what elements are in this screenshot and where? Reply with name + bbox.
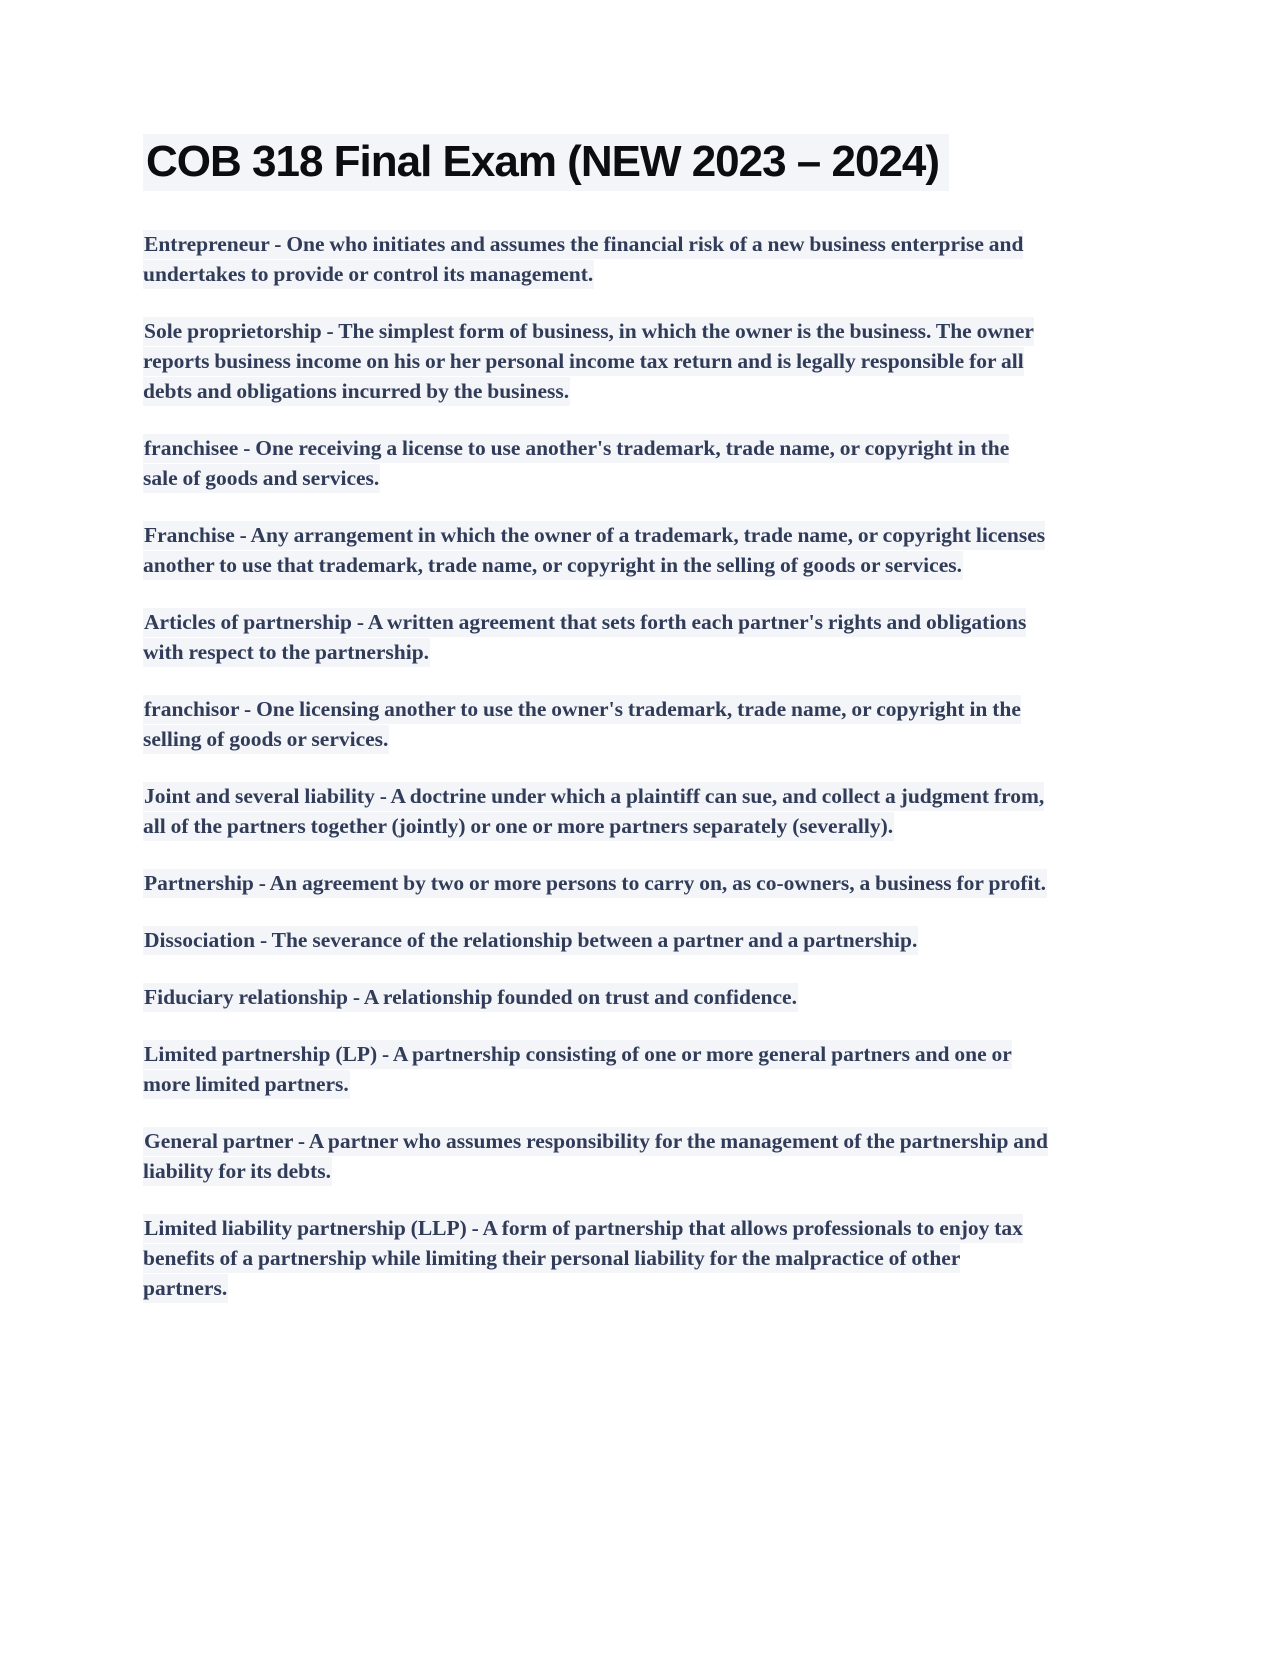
highlighted-text: General partner - A partner who assumes responsibility for the management of the partnership and liability for its debts.: [143, 1127, 1048, 1186]
term-definition-franchisor: [143, 694, 1048, 754]
highlighted-text: Limited liability partnership (LLP) - A form of partnership that allows professionals to enjoy tax benefits of a partnership while limiting their personal liability for the malpractice of other partners.: [143, 1214, 1023, 1303]
term-definition-limited-partnership: [143, 1039, 1048, 1099]
highlighted-text: franchisor - One licensing another to use the owner's trademark, trade name, or copyright in the selling of goods or services.: [143, 695, 1021, 754]
term-definition-articles-of-partnership: [143, 607, 1048, 667]
highlighted-text: Entrepreneur - One who initiates and assumes the financial risk of a new business enterprise and undertakes to provide or control its management.: [143, 230, 1023, 289]
term-definition-limited-liability-partnership: [143, 1213, 1048, 1303]
term-definition-franchise: [143, 520, 1048, 580]
term-definition-general-partner: [143, 1126, 1048, 1186]
highlighted-text: Dissociation - The severance of the relationship between a partner and a partnership.: [143, 926, 918, 955]
highlighted-text: franchisee - One receiving a license to use another's trademark, trade name, or copyright in the sale of goods and services.: [143, 434, 1009, 493]
document-title: [143, 134, 1280, 189]
highlighted-text: Limited partnership (LP) - A partnership consisting of one or more general partners and one or more limited partners.: [143, 1040, 1012, 1099]
term-definition-partnership: [143, 868, 1048, 898]
term-definition-franchisee: [143, 433, 1048, 493]
term-definition-entrepreneur: [143, 229, 1048, 289]
term-definition-joint-and-several-liability: [143, 781, 1048, 841]
highlighted-text: Franchise - Any arrangement in which the owner of a trademark, trade name, or copyright licenses another to use that trademark, trade name, or copyright in the selling of goods or services.: [143, 521, 1045, 580]
highlighted-text: Joint and several liability - A doctrine under which a plaintiff can sue, and collect a judgment from, all of the partners together (jointly) or one or more partners separately (severally).: [143, 782, 1044, 841]
term-definition-sole-proprietorship: [143, 316, 1048, 406]
title-highlight: COB 318 Final Exam (NEW 2023 – 2024): [143, 134, 949, 191]
highlighted-text: Fiduciary relationship - A relationship founded on trust and confidence.: [143, 983, 798, 1012]
highlighted-text: Sole proprietorship - The simplest form of business, in which the owner is the business. The owner reports business income on his or her personal income tax return and is legally responsible for all debts and obligations incurred by the business.: [143, 317, 1034, 406]
term-definition-fiduciary-relationship: [143, 982, 1048, 1012]
highlighted-text: Partnership - An agreement by two or more persons to carry on, as co-owners, a business for profit.: [143, 869, 1047, 898]
term-definition-dissociation: [143, 925, 1048, 955]
highlighted-text: Articles of partnership - A written agreement that sets forth each partner's rights and obligations with respect to the partnership.: [143, 608, 1026, 667]
